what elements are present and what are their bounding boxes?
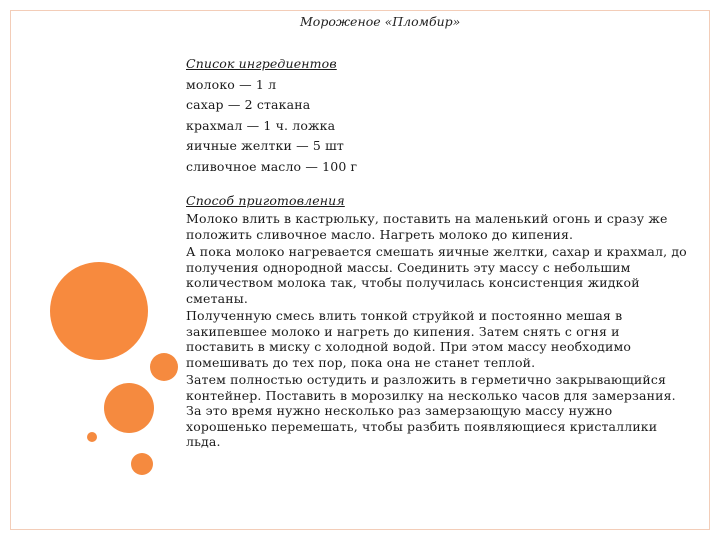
method-paragraph: А пока молоко нагревается смешать яичные желтки, сахар и крахмал, до получения однородной массы. Соединить эту массу с небольшим количеством молока так, чтобы получилась консистенция жидкой сметаны. [186,244,687,306]
method-paragraph: Полученную смесь влить тонкой струйкой и постоянно мешая в закипевшее молоко и нагреть до кипения. Затем снять с огня и поставить в миску с холодной водой. При этом массу необходимо помешивать до тех пор, пока она не станет теплой. [186,308,632,370]
method-heading: Способ приготовления [186,193,345,208]
decor-circle-small [150,353,178,381]
method-paragraph: Затем полностью остудить и разложить в герметично закрывающийся контейнер. Поставить в морозилку на несколько часов для замерзания. За это время нужно несколько раз замерзающую массу нужно хорошенько перемешать, чтобы разбить появляющиеся кристаллики льда. [186,372,676,449]
decor-circle-medium [104,383,154,433]
decor-circle-tiny [87,432,97,442]
method-paragraph: Молоко влить в кастрюльку, поставить на маленький огонь и сразу же положить сливочное масло. Нагреть молоко до кипения. [186,211,668,242]
ingredient-item: молоко — 1 л [186,76,277,92]
ingredients-section [186,54,688,177]
recipe-content [186,54,688,452]
ingredient-item: сливочное масло — 100 г [186,158,358,174]
page-title: Мороженое «Пломбир» [300,14,461,29]
decor-circle-small [131,453,153,475]
ingredient-item: сахар — 2 стакана [186,97,311,112]
ingredients-heading: Список ингредиентов [186,56,337,71]
method-section [186,191,688,450]
ingredient-item: крахмал — 1 ч. ложка [186,117,336,133]
ingredient-item: яичные желтки — 5 шт [186,138,344,153]
decor-circle-large [50,262,148,360]
